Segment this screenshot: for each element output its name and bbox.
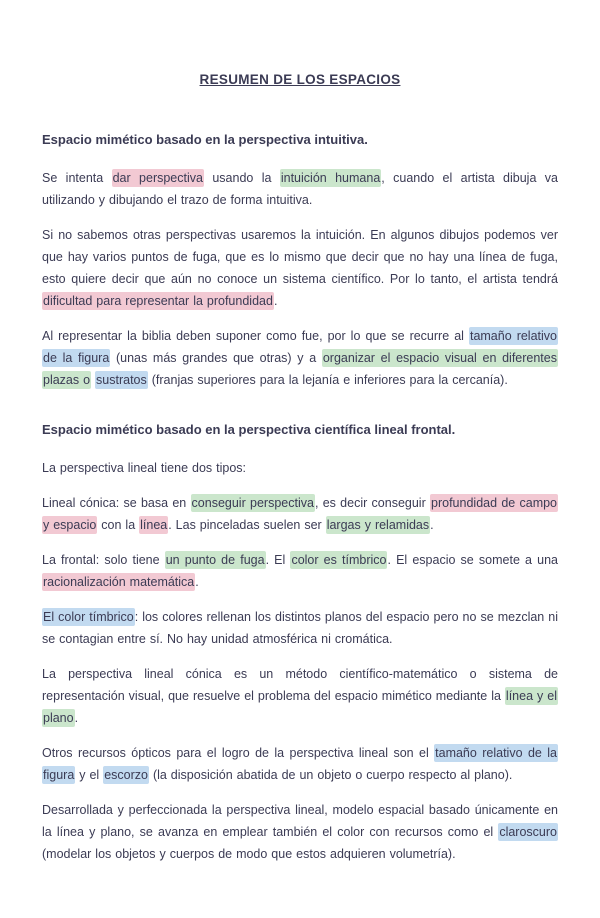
text-run: La perspectiva lineal cónica es un método científico-matemático o sistema de representación visual, que resuelve el problema del espacio mimético mediante la (42, 667, 558, 703)
text-run: Se intenta (42, 171, 112, 185)
highlighted-text-blue: tamaño relativo de la figura (43, 746, 557, 782)
highlighted-text-green: largas y relamidas (326, 518, 430, 532)
highlighted-text-blue: claroscuro (499, 825, 557, 839)
text-run: . (430, 518, 434, 532)
paragraph-intuitive-3 (42, 325, 558, 391)
highlighted-text-pink: línea (140, 518, 168, 532)
text-run: Desarrollada y perfeccionada la perspectiva lineal, modelo espacial basado únicamente en la línea y plano, se avanza en emplear también el color con recursos como el (42, 803, 558, 839)
highlighted-text-green: intuición humana (280, 171, 381, 185)
section-heading-intuitive-perspective (42, 131, 558, 149)
text-run: . (195, 575, 199, 589)
text-run: con la (97, 518, 140, 532)
text-run: Espacio mimético basado en la perspectiva intuitiva. (42, 132, 368, 147)
highlighted-text-blue: sustratos (96, 373, 147, 387)
text-run: Al representar la biblia deben suponer como fue, por lo que se recurre al (42, 329, 469, 343)
highlighted-text-pink: profundidad de campo y espacio (43, 496, 558, 532)
section-heading-linear-perspective (42, 421, 558, 439)
paragraph-intuitive-2 (42, 224, 558, 312)
paragraph-claroscuro (42, 799, 558, 865)
text-run: , es decir conseguir (314, 496, 431, 510)
paragraph-color-timbrico (42, 606, 558, 650)
paragraph-metodo-cientifico (42, 663, 558, 729)
highlighted-text-blue: El color tímbrico (43, 610, 134, 624)
text-run: Espacio mimético basado en la perspectiva científica lineal frontal. (42, 422, 456, 437)
highlighted-text-pink: racionalización matemática (43, 575, 195, 589)
text-run: Si no sabemos otras perspectivas usaremos la intuición. En algunos dibujos podemos ver que hay varios puntos de fuga, que es lo mismo que decir que no hay una línea de fuga, esto quiere decir que aún no conoce un sistema científico. Por lo tanto, el artista tendrá (42, 228, 558, 286)
text-run: . El (265, 553, 291, 567)
text-run: : los colores rellenan los distintos planos del espacio pero no se mezclan ni se contagian entre sí. No hay unidad atmosférica ni cromática. (42, 610, 558, 646)
document-title (42, 72, 558, 87)
text-run: La frontal: solo tiene (42, 553, 165, 567)
text-run: . Las pinceladas suelen ser (168, 518, 326, 532)
highlighted-text-pink: dificultad para representar la profundidad (43, 294, 273, 308)
highlighted-text-blue: escorzo (104, 768, 148, 782)
highlighted-text-green: línea y el plano (43, 689, 557, 725)
paragraph-linear-conica (42, 492, 558, 536)
text-run: (franjas superiores para la lejanía e inferiores para la cercanía). (147, 373, 508, 387)
text-run: RESUMEN DE LOS ESPACIOS (199, 72, 401, 87)
text-run: (la disposición abatida de un objeto o cuerpo respecto al plano). (148, 768, 513, 782)
highlighted-text-green: color es tímbrico (291, 553, 387, 567)
text-run: , cuando el artista dibuja va utilizando y dibujando el trazo de forma intuitiva. (42, 171, 558, 207)
highlighted-text-blue: tamaño relativo de la figura (43, 329, 557, 365)
highlighted-text-green: conseguir perspectiva (191, 496, 314, 510)
highlighted-text-green: un punto de fuga (165, 553, 265, 567)
text-run: y el (75, 768, 104, 782)
text-run: (unas más grandes que otras) y a (110, 351, 322, 365)
text-run: Otros recursos ópticos para el logro de la perspectiva lineal son el (42, 746, 435, 760)
text-run: usando la (203, 171, 280, 185)
text-run: La perspectiva lineal tiene dos tipos: (42, 461, 247, 475)
text-run: . (273, 294, 278, 308)
highlighted-text-green: organizar el espacio visual en diferentes plazas o (43, 351, 557, 387)
text-run: . (74, 711, 79, 725)
text-run: (modelar los objetos y cuerpos de modo que estos adquieren volumetría). (42, 847, 456, 861)
paragraph-otros-recursos (42, 742, 558, 786)
paragraph-linear-intro (42, 457, 558, 479)
highlighted-text-pink: dar perspectiva (112, 171, 203, 185)
text-run: . El espacio se somete a una (387, 553, 558, 567)
text-run: Lineal cónica: se basa en (42, 496, 191, 510)
paragraph-linear-frontal (42, 549, 558, 593)
paragraph-intuitive-1 (42, 167, 558, 211)
